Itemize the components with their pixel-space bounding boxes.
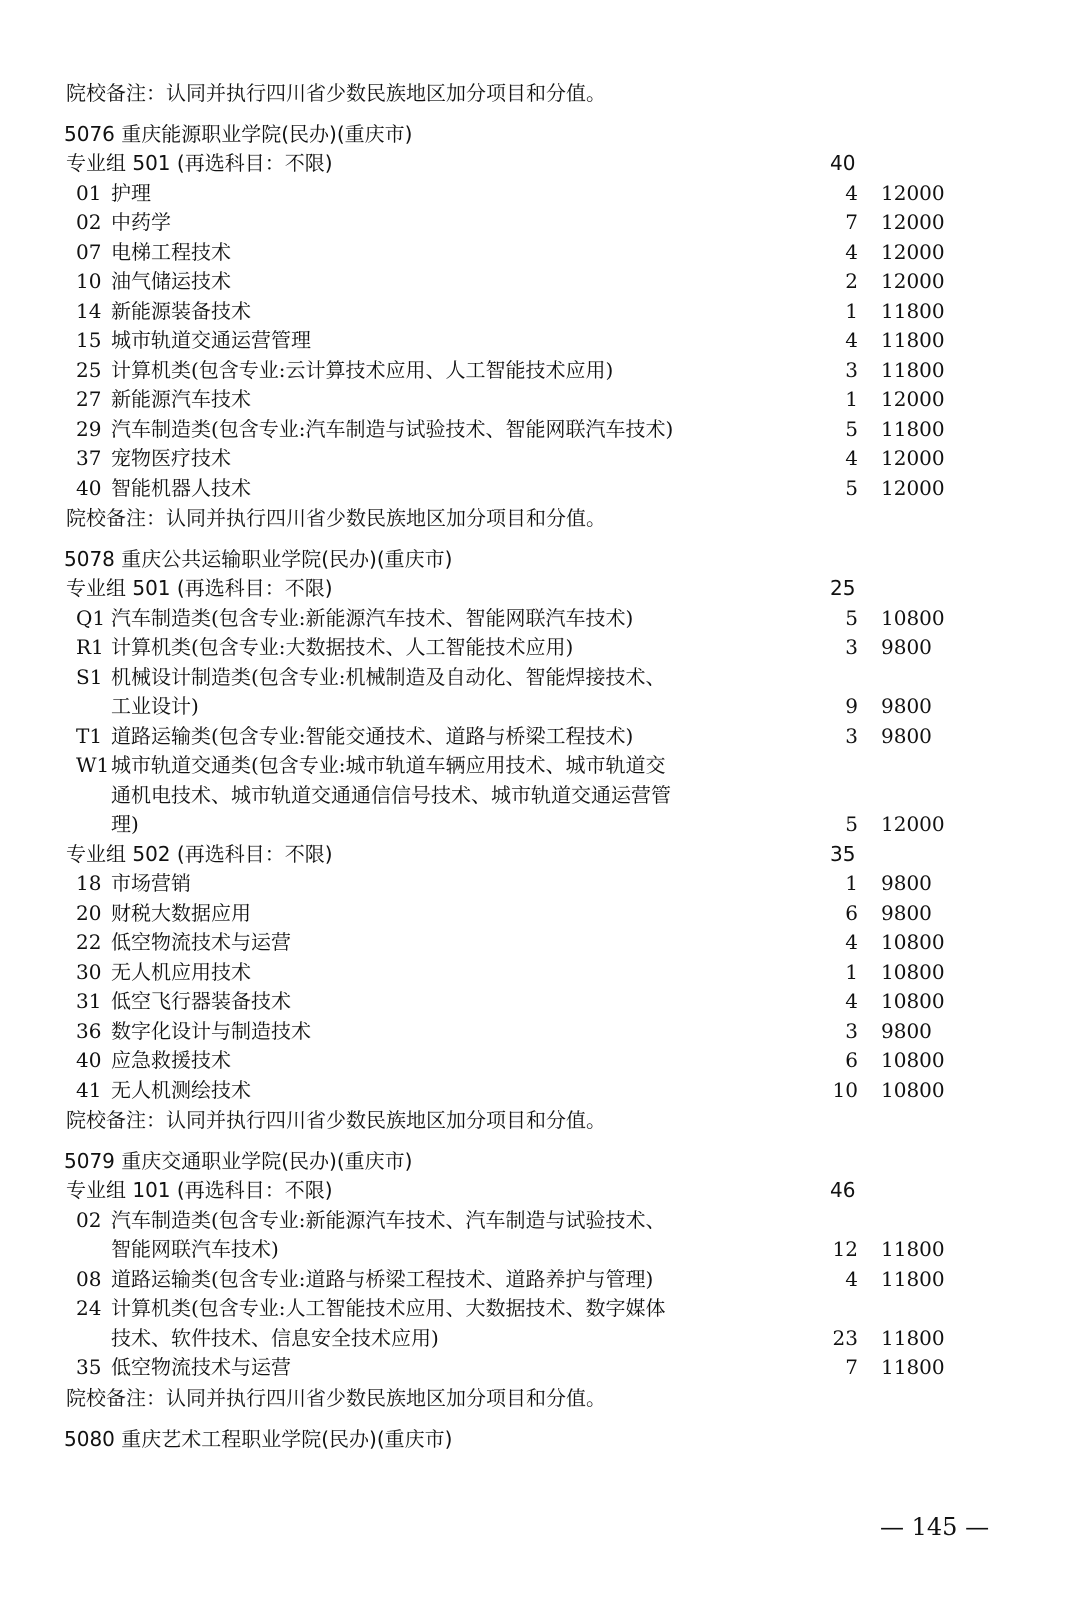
plan-count: 1 — [845, 871, 858, 895]
plan-count: 2 — [845, 269, 858, 293]
major-name: 市场营销 — [111, 871, 191, 895]
tuition-fee: 10800 — [881, 989, 945, 1013]
tuition-fee: 10800 — [881, 1048, 945, 1072]
major-code: 18 — [76, 871, 102, 895]
plan-count: 23 — [832, 1325, 858, 1350]
plan-count: 5 — [845, 605, 858, 630]
major-name: 城市轨道交通类(包含专业:城市轨道车辆应用技术、城市轨道交 — [111, 753, 666, 777]
plan-count: 9 — [845, 694, 858, 718]
plan-count: 4 — [845, 1266, 858, 1291]
major-name: 机械设计制造类(包含专业:机械制造及自动化、智能焊接技术、 — [111, 664, 666, 689]
major-row — [0, 958, 1080, 988]
tuition-fee: 11800 — [881, 298, 945, 323]
admission-plan-list — [0, 78, 1080, 1454]
major-row — [0, 474, 1080, 504]
major-code: 25 — [76, 357, 102, 382]
tuition-fee: 11800 — [881, 1325, 945, 1350]
major-row — [0, 326, 1080, 356]
page-number: — 145 — — [880, 1513, 990, 1541]
major-code: 37 — [76, 446, 102, 470]
major-name: 无人机测绘技术 — [111, 1077, 251, 1102]
major-group-label: 专业组 101 (再选科目：不限) — [66, 1178, 333, 1202]
major-row — [0, 444, 1080, 474]
major-code: 24 — [76, 1296, 102, 1320]
major-code: 02 — [76, 210, 102, 234]
major-code: 36 — [76, 1018, 102, 1043]
plan-count: 1 — [845, 387, 858, 411]
tuition-fee: 10800 — [881, 959, 945, 984]
major-name: 汽车制造类(包含专业:汽车制造与试验技术、智能网联汽车技术) — [111, 416, 674, 441]
major-name: 智能网联汽车技术) — [111, 1237, 279, 1261]
major-row — [0, 356, 1080, 386]
major-code: Q1 — [76, 605, 106, 630]
major-row — [0, 208, 1080, 238]
major-code: 14 — [76, 298, 102, 323]
plan-count: 6 — [845, 1048, 858, 1072]
major-row — [0, 1353, 1080, 1383]
plan-count: 5 — [845, 812, 858, 836]
major-row — [0, 415, 1080, 445]
major-name: 汽车制造类(包含专业:新能源汽车技术、汽车制造与试验技术、 — [111, 1207, 666, 1232]
tuition-fee: 9800 — [881, 723, 932, 748]
major-group-header — [0, 574, 1080, 604]
school-note: 院校备注：认同并执行四川省少数民族地区加分项目和分值。 — [66, 506, 606, 530]
plan-count: 3 — [845, 723, 858, 748]
tuition-fee: 12000 — [881, 446, 945, 470]
major-name: 汽车制造类(包含专业:新能源汽车技术、智能网联汽车技术) — [111, 605, 634, 630]
major-name: 计算机类(包含专业:人工智能技术应用、大数据技术、数字媒体 — [111, 1296, 666, 1320]
major-code: R1 — [76, 635, 104, 659]
tuition-fee: 11800 — [881, 1237, 945, 1261]
tuition-fee: 11800 — [881, 1266, 945, 1291]
major-row — [0, 1206, 1080, 1236]
major-name: 新能源汽车技术 — [111, 387, 251, 411]
major-name: 智能机器人技术 — [111, 475, 251, 500]
major-name: 宠物医疗技术 — [111, 446, 231, 470]
major-name: 应急救援技术 — [111, 1048, 231, 1072]
tuition-fee: 12000 — [881, 269, 945, 293]
tuition-fee: 11800 — [881, 357, 945, 382]
tuition-fee: 10800 — [881, 930, 945, 954]
tuition-fee: 9800 — [881, 1018, 932, 1043]
major-row — [0, 722, 1080, 752]
major-code: 40 — [76, 475, 102, 500]
plan-count: 3 — [845, 357, 858, 382]
major-row-continuation — [0, 1324, 1080, 1354]
plan-count: 12 — [832, 1237, 858, 1261]
plan-count: 4 — [845, 930, 858, 954]
major-name: 新能源装备技术 — [111, 298, 251, 323]
major-row — [0, 663, 1080, 693]
major-group-header — [0, 840, 1080, 870]
major-code: 27 — [76, 387, 102, 411]
school-note: 院校备注：认同并执行四川省少数民族地区加分项目和分值。 — [66, 1385, 606, 1410]
major-name: 油气储运技术 — [111, 269, 231, 293]
major-name: 技术、软件技术、信息安全技术应用) — [111, 1325, 439, 1350]
major-code: 30 — [76, 959, 102, 984]
major-group-count: 40 — [830, 151, 856, 175]
major-row-continuation — [0, 692, 1080, 722]
tuition-fee: 10800 — [881, 1077, 945, 1102]
plan-count: 4 — [845, 239, 858, 264]
major-code: 07 — [76, 239, 102, 264]
plan-count: 3 — [845, 1018, 858, 1043]
tuition-fee: 12000 — [881, 180, 945, 205]
major-group-count: 46 — [830, 1178, 856, 1202]
major-name: 工业设计) — [111, 694, 199, 718]
major-row — [0, 297, 1080, 327]
major-row — [0, 1017, 1080, 1047]
major-name: 通机电技术、城市轨道交通通信信号技术、城市轨道交通运营管 — [111, 782, 671, 807]
plan-count: 4 — [845, 989, 858, 1013]
major-code: 29 — [76, 416, 102, 441]
major-name: 低空物流技术与运营 — [111, 930, 291, 954]
plan-count: 5 — [845, 416, 858, 441]
major-code: 20 — [76, 900, 102, 925]
major-row — [0, 1046, 1080, 1076]
major-code: 10 — [76, 269, 102, 293]
major-row — [0, 899, 1080, 929]
major-code: 41 — [76, 1077, 102, 1102]
major-row — [0, 179, 1080, 209]
plan-count: 1 — [845, 298, 858, 323]
major-row — [0, 604, 1080, 634]
tuition-fee: 12000 — [881, 475, 945, 500]
major-name: 低空飞行器装备技术 — [111, 989, 291, 1013]
major-row — [0, 751, 1080, 781]
school-header: 5080 重庆艺术工程职业学院(民办)(重庆市) — [64, 1426, 453, 1451]
major-row — [0, 987, 1080, 1017]
major-row — [0, 1076, 1080, 1106]
major-group-label: 专业组 501 (再选科目：不限) — [66, 151, 333, 175]
plan-count: 4 — [845, 328, 858, 352]
major-name: 无人机应用技术 — [111, 959, 251, 984]
tuition-fee: 9800 — [881, 694, 932, 718]
plan-count: 3 — [845, 635, 858, 659]
major-row — [0, 385, 1080, 415]
tuition-fee: 12000 — [881, 812, 945, 836]
major-name: 低空物流技术与运营 — [111, 1355, 291, 1379]
major-name: 道路运输类(包含专业:智能交通技术、道路与桥梁工程技术) — [111, 723, 634, 748]
major-row — [0, 238, 1080, 268]
school-header: 5079 重庆交通职业学院(民办)(重庆市) — [64, 1149, 413, 1173]
plan-count: 5 — [845, 475, 858, 500]
major-row — [0, 633, 1080, 663]
major-group-header — [0, 1176, 1080, 1206]
tuition-fee: 12000 — [881, 239, 945, 264]
plan-count: 7 — [845, 1355, 858, 1379]
plan-count: 1 — [845, 959, 858, 984]
major-group-label: 专业组 502 (再选科目：不限) — [66, 841, 333, 866]
major-code: 15 — [76, 328, 102, 352]
major-row-continuation — [0, 1235, 1080, 1265]
major-group-count: 35 — [830, 841, 856, 866]
major-name: 中药学 — [111, 210, 171, 234]
major-row — [0, 267, 1080, 297]
tuition-fee: 11800 — [881, 416, 945, 441]
major-group-label: 专业组 501 (再选科目：不限) — [66, 576, 333, 600]
tuition-fee: 9800 — [881, 900, 932, 925]
tuition-fee: 12000 — [881, 387, 945, 411]
major-code: T1 — [76, 723, 103, 748]
school-note: 院校备注：认同并执行四川省少数民族地区加分项目和分值。 — [66, 81, 606, 105]
major-group-count: 25 — [830, 576, 856, 600]
school-note: 院校备注：认同并执行四川省少数民族地区加分项目和分值。 — [66, 1108, 606, 1132]
major-code: W1 — [76, 753, 110, 777]
major-row — [0, 1265, 1080, 1295]
major-code: 35 — [76, 1355, 102, 1379]
tuition-fee: 10800 — [881, 605, 945, 630]
school-header: 5078 重庆公共运输职业学院(民办)(重庆市) — [64, 547, 453, 571]
school-header: 5076 重庆能源职业学院(民办)(重庆市) — [64, 122, 413, 146]
major-group-header — [0, 149, 1080, 179]
major-name: 道路运输类(包含专业:道路与桥梁工程技术、道路养护与管理) — [111, 1266, 654, 1291]
major-name: 城市轨道交通运营管理 — [111, 328, 311, 352]
plan-count: 4 — [845, 180, 858, 205]
major-name: 数字化设计与制造技术 — [111, 1018, 311, 1043]
plan-count: 10 — [832, 1077, 858, 1102]
major-row — [0, 869, 1080, 899]
major-row — [0, 928, 1080, 958]
tuition-fee: 9800 — [881, 871, 932, 895]
major-code: 31 — [76, 989, 102, 1013]
major-name: 理) — [111, 812, 139, 836]
plan-count: 6 — [845, 900, 858, 925]
major-code: S1 — [76, 664, 103, 689]
plan-count: 4 — [845, 446, 858, 470]
major-row-continuation — [0, 810, 1080, 840]
major-code: 08 — [76, 1266, 102, 1291]
tuition-fee: 11800 — [881, 1355, 945, 1379]
major-code: 40 — [76, 1048, 102, 1072]
major-code: 22 — [76, 930, 102, 954]
major-name: 计算机类(包含专业:大数据技术、人工智能技术应用) — [111, 635, 574, 659]
major-code: 01 — [76, 180, 102, 205]
plan-count: 7 — [845, 210, 858, 234]
tuition-fee: 9800 — [881, 635, 932, 659]
major-name: 电梯工程技术 — [111, 239, 231, 264]
major-name: 财税大数据应用 — [111, 900, 251, 925]
major-row — [0, 1294, 1080, 1324]
tuition-fee: 12000 — [881, 210, 945, 234]
major-name: 计算机类(包含专业:云计算技术应用、人工智能技术应用) — [111, 357, 614, 382]
tuition-fee: 11800 — [881, 328, 945, 352]
major-name: 护理 — [111, 180, 151, 205]
major-code: 02 — [76, 1207, 102, 1232]
major-row-continuation — [0, 781, 1080, 811]
